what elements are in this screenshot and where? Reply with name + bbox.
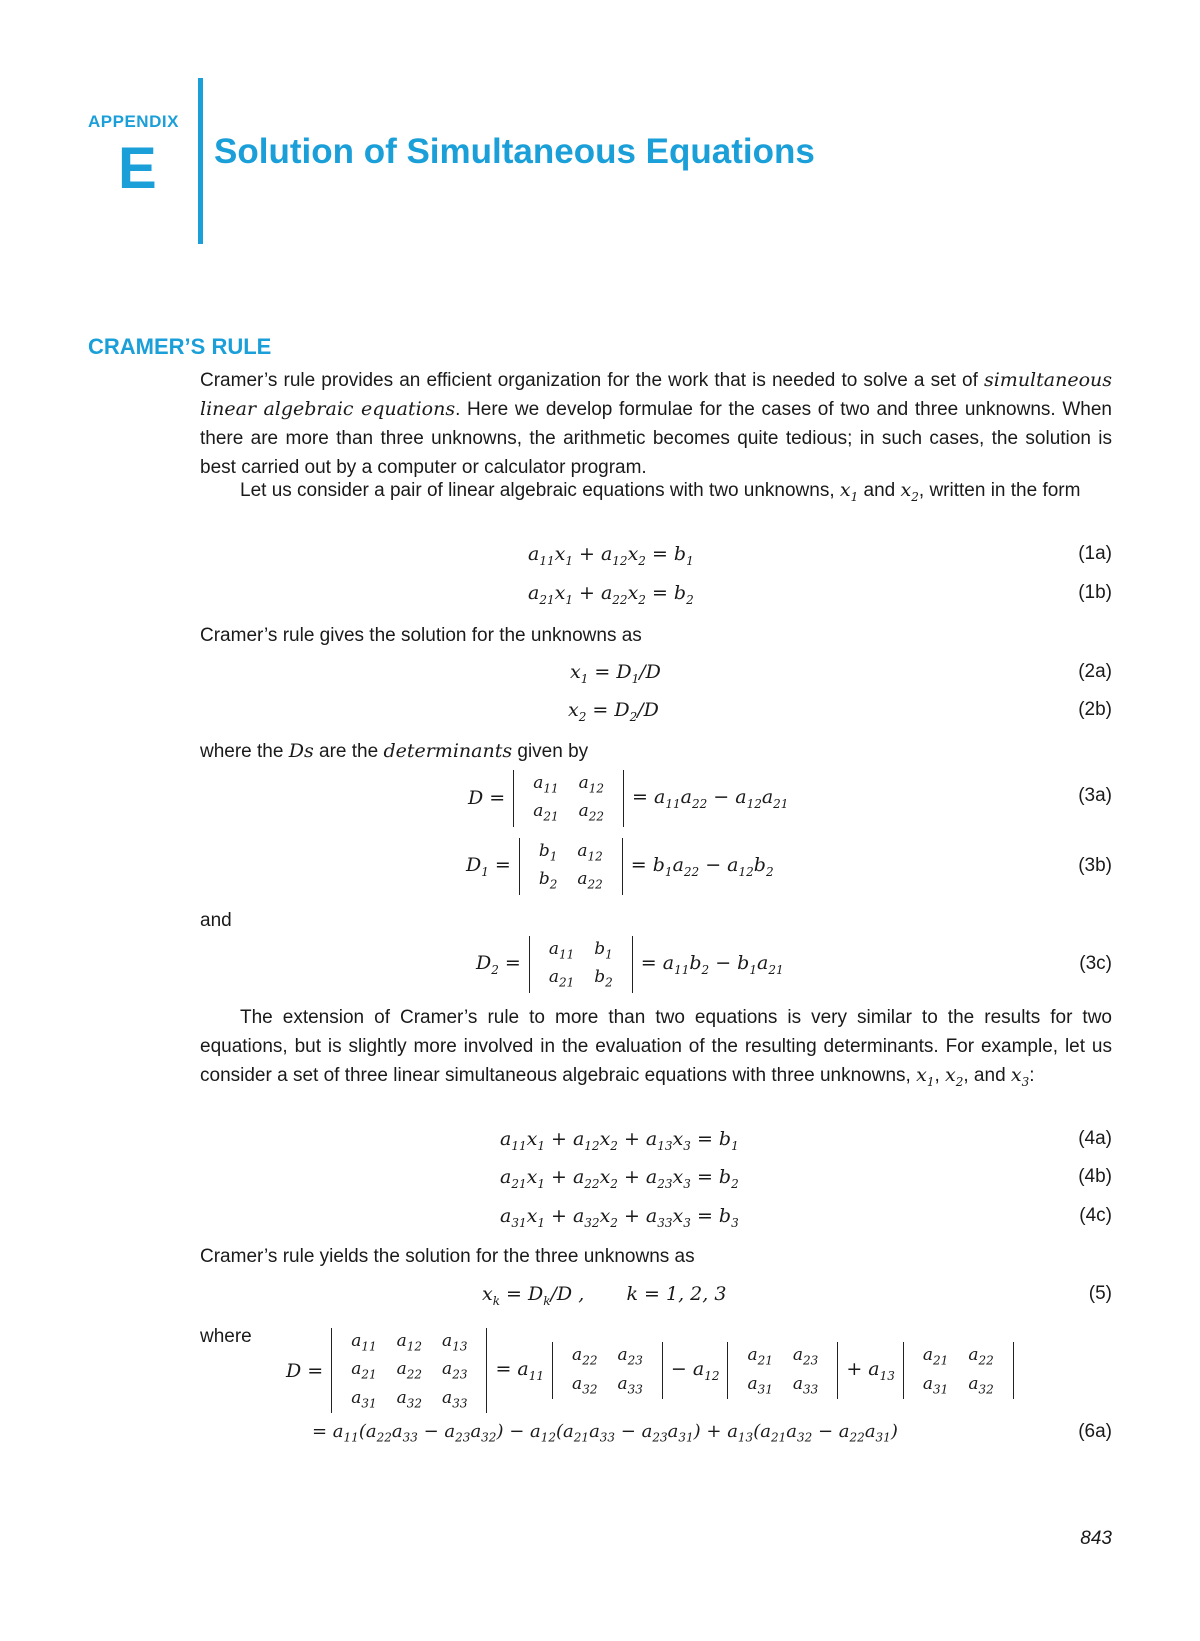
equation-number: (4b)	[1078, 1166, 1112, 1187]
extension-paragraph: The extension of Cramer’s rule to more than two equations is very similar to the results for two equations, but is slightly more involved in the evaluation of the resulting determinants. For example, let us consider a set of three linear simultaneous algebraic equations with three unknowns, $x_1$, $x_2$, and $x_3$:	[200, 1007, 1112, 1089]
section-heading: CRAMER’S RULE	[88, 334, 272, 359]
equation-2a: $x_1 = D_1/D$	[570, 661, 661, 686]
equation-number: (4c)	[1079, 1205, 1112, 1226]
chapter-title: Solution of Simultaneous Equations	[214, 132, 815, 171]
where-paragraph: where the Ds are the determinants given by	[200, 740, 589, 762]
where-short: where	[200, 1326, 252, 1347]
equation-2b: $x_2 = D_2/D$	[568, 699, 659, 724]
equation-4b: $a_{21}x_1 + a_{22}x_2 + a_{23}x_3 = b_2$	[500, 1166, 739, 1191]
equation-number: (3a)	[1078, 785, 1112, 806]
equation-6a-determinant: D = $a_{11}$ $a_{12}$ $a_{13}$ $a_{21}$ $a_{22}$ $a_{23}$ $a_{31}$ $a_{32}$ $a_{33}$ = $a_{11}$ $a_{22}$ $a_{23}$ $a_{32}$ $a_{33}$ − $a_{12}$ $a_{21}$ $a_{23}$ $a_{31}$ $a_{33}$ + $a_{13}$ $a_{21}$ $a_{22}$ $a_{31}$ $a_{32}$	[286, 1328, 1014, 1413]
intro-paragraph: Cramer’s rule provides an efficient organization for the work that is needed to solve a set of simultaneous linear algebraic equations. Here we develop formulae for the cases of two and three unknowns. When there are more than three unknowns, the arithmetic becomes quite tedious; in such cases, the solution is best carried out by a computer or calculator program.	[200, 369, 1112, 478]
yields-paragraph: Cramer’s rule yields the solution for the three unknowns as	[200, 1246, 695, 1267]
equation-number: (3c)	[1079, 953, 1112, 974]
appendix-label: APPENDIX	[88, 112, 179, 131]
equation-3c: $D_2$ = $a_{11}$ $b_1$ $a_{21}$ $b_2$ = $a_{11}b_2 - b_1a_{21}$	[476, 936, 784, 993]
equation-3b: $D_1$ = $b_1$ $a_{12}$ $b_2$ $a_{22}$ = $b_1a_{22} - a_{12}b_2$	[466, 838, 774, 895]
equation-number: (4a)	[1078, 1128, 1112, 1149]
pair-paragraph: Let us consider a pair of linear algebraic equations with two unknowns, $x_1$ and $x_2$, written in the form	[240, 479, 1081, 504]
equation-number: (2b)	[1078, 699, 1112, 720]
equation-number: (6a)	[1078, 1421, 1112, 1442]
equation-3a: D = $a_{11}$ $a_{12}$ $a_{21}$ $a_{22}$ = $a_{11}a_{22} - a_{12}a_{21}$	[468, 770, 788, 827]
and-text: and	[200, 910, 232, 931]
equation-1b: $a_{21}x_1 + a_{22}x_2 = b_2$	[528, 582, 694, 607]
equation-number: (1b)	[1078, 582, 1112, 603]
gives-paragraph: Cramer’s rule gives the solution for the unknowns as	[200, 625, 642, 646]
equation-6a-expansion: = $a_{11}(a_{22}a_{33} - a_{23}a_{32}) - a_{12}(a_{21}a_{33} - a_{23}a_{31}) + a_{13}(a_{21}a_{32} - a_{22}a_{31})$	[312, 1421, 898, 1445]
page-number: 843	[1080, 1528, 1112, 1549]
equation-5: $x_k = D_k/D$ , k = 1, 2, 3	[482, 1283, 727, 1308]
equation-4a: $a_{11}x_1 + a_{12}x_2 + a_{13}x_3 = b_1$	[500, 1128, 739, 1153]
title-divider-bar	[198, 78, 203, 244]
equation-number: (3b)	[1078, 855, 1112, 876]
appendix-letter: E	[118, 136, 157, 201]
equation-number: (2a)	[1078, 661, 1112, 682]
equation-number: (5)	[1088, 1283, 1112, 1304]
equation-1a: $a_{11}x_1 + a_{12}x_2 = b_1$	[528, 543, 694, 568]
equation-4c: $a_{31}x_1 + a_{32}x_2 + a_{33}x_3 = b_3$	[500, 1205, 739, 1230]
equation-number: (1a)	[1078, 543, 1112, 564]
